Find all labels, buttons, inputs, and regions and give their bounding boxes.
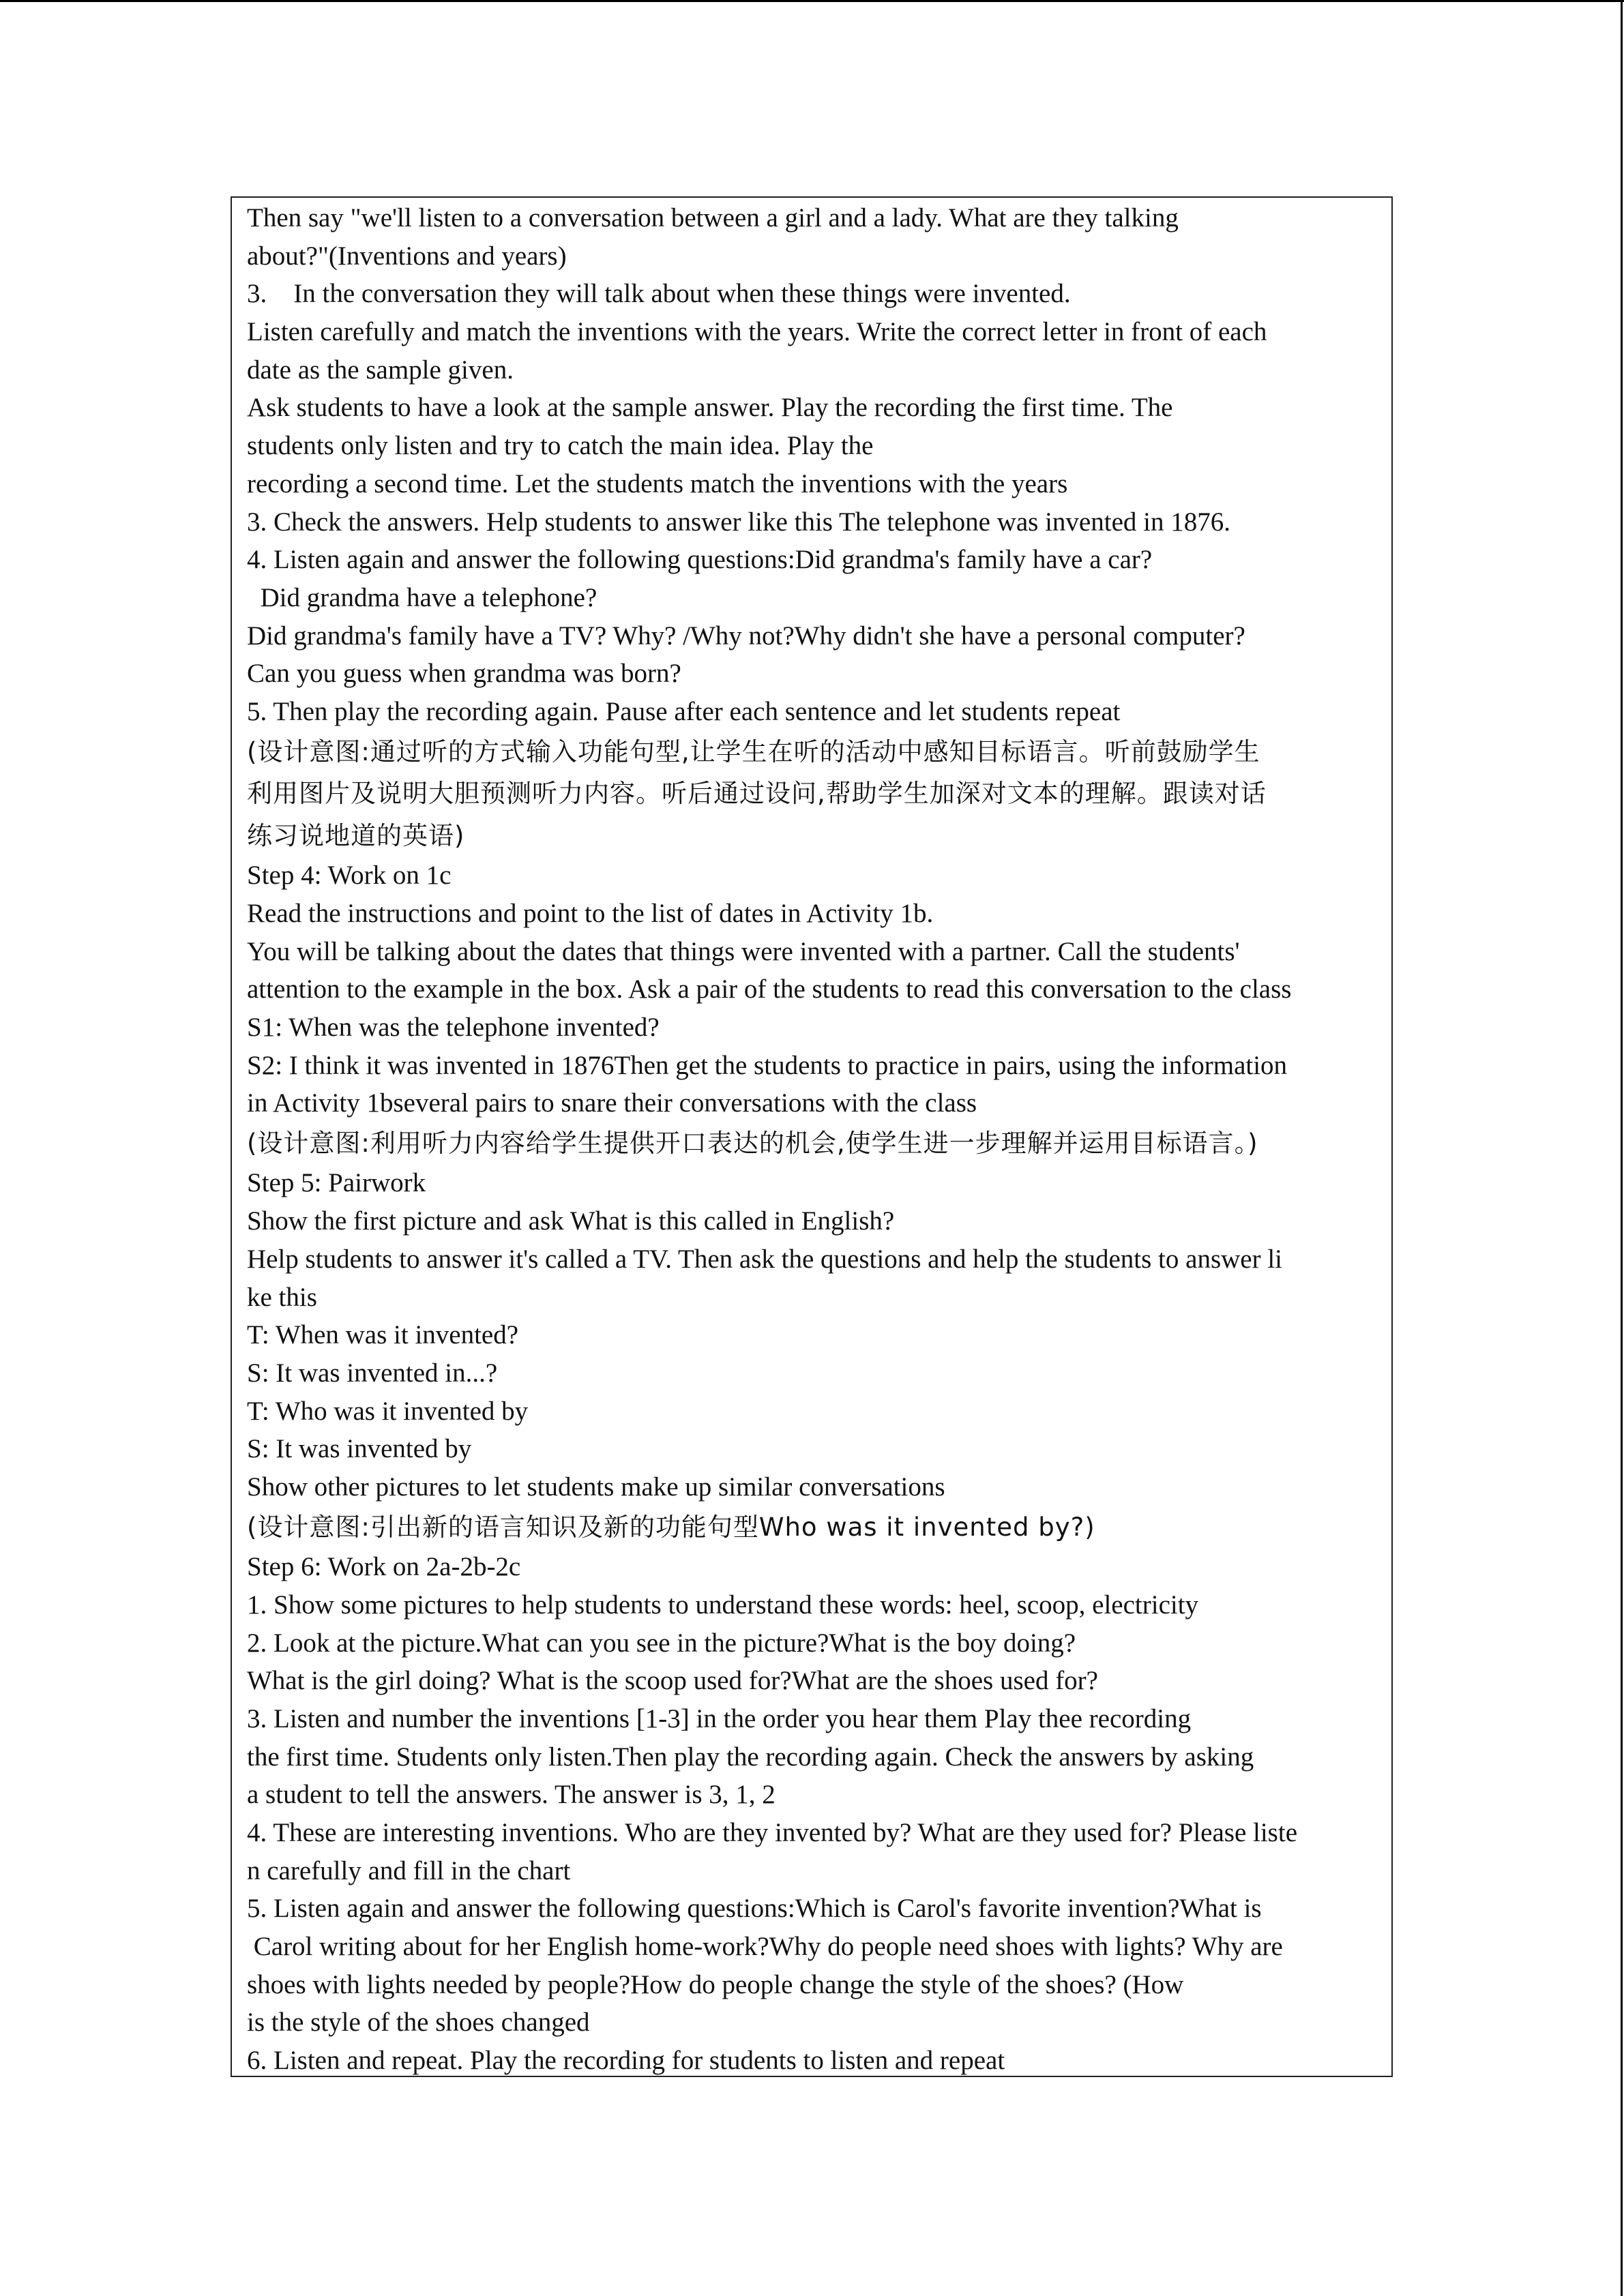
text-line: about?"(Inventions and years) bbox=[247, 241, 567, 271]
text-line: the first time. Students only listen.Then play the recording again. Check the answers by asking bbox=[247, 1742, 1254, 1772]
text-line: 3. In the conversation they will talk about when these things were invented. bbox=[247, 279, 1071, 309]
text-line: attention to the example in the box. Ask a pair of the students to read this conversation to the class bbox=[247, 974, 1292, 1004]
text-line: Show other pictures to let students make up similar conversations bbox=[247, 1472, 945, 1502]
text-line: 4. Listen again and answer the following questions:Did grandma's family have a car? bbox=[247, 545, 1153, 575]
text-line: Then say "we'll listen to a conversation between a girl and a lady. What are they talking bbox=[247, 203, 1179, 233]
text-line: 5. Then play the recording again. Pause after each sentence and let students repeat bbox=[247, 696, 1121, 726]
text-line: 3. Check the answers. Help students to answer like this The telephone was invented in 1876. bbox=[247, 507, 1230, 537]
step-heading: Step 5: Pairwork bbox=[247, 1168, 426, 1198]
text-line: a student to tell the answers. The answer is 3, 1, 2 bbox=[247, 1780, 776, 1810]
text-line: T: When was it invented? bbox=[247, 1320, 519, 1350]
design-intent-note: (设计意图:通过听的方式输入功能句型,让学生在听的活动中感知目标语言。听前鼓励学生 bbox=[247, 736, 1260, 766]
text-line: 4. These are interesting inventions. Who are they invented by? What are they used for? Please liste bbox=[247, 1817, 1298, 1847]
text-line: 2. Look at the picture.What can you see in the picture?What is the boy doing? bbox=[247, 1628, 1076, 1658]
text-line: Did grandma have a telephone? bbox=[247, 582, 597, 612]
text-line: Show the first picture and ask What is this called in English? bbox=[247, 1206, 895, 1236]
step-heading: Step 4: Work on 1c bbox=[247, 861, 452, 891]
page-right-edge bbox=[1621, 0, 1623, 2296]
text-line: date as the sample given. bbox=[247, 355, 514, 385]
text-line: 1. Show some pictures to help students to understand these words: heel, scoop, electricity bbox=[247, 1590, 1199, 1620]
text-line: in Activity 1bseveral pairs to snare their conversations with the class bbox=[247, 1088, 977, 1118]
text-line: 5. Listen again and answer the following questions:Which is Carol's favorite invention?What is bbox=[247, 1894, 1262, 1924]
text-line: students only listen and try to catch the main idea. Play the bbox=[247, 431, 874, 461]
text-line: shoes with lights needed by people?How do people change the style of the shoes? (How bbox=[247, 1969, 1184, 1999]
text-line: You will be talking about the dates that things were invented with a partner. Call the students' bbox=[247, 936, 1240, 966]
text-line: 3. Listen and number the inventions [1-3] in the order you hear them Play thee recording bbox=[247, 1703, 1192, 1733]
text-line: Listen carefully and match the inventions with the years. Write the correct letter in front of each bbox=[247, 317, 1267, 347]
text-line: What is the girl doing? What is the scoop used for?What are the shoes used for? bbox=[247, 1666, 1098, 1696]
text-line: Ask students to have a look at the sample answer. Play the recording the first time. The bbox=[247, 393, 1173, 423]
design-intent-note: 利用图片及说明大胆预测听力内容。听后通过设问,帮助学生加深对文本的理解。跟读对话 bbox=[247, 779, 1267, 809]
text-line: Can you guess when grandma was born? bbox=[247, 659, 681, 689]
text-line: recording a second time. Let the students match the inventions with the years bbox=[247, 468, 1068, 498]
text-line: ke this bbox=[247, 1282, 317, 1312]
design-intent-note: (设计意图:引出新的语言知识及新的功能句型Who was it invented by?) bbox=[247, 1512, 1095, 1542]
text-line: is the style of the shoes changed bbox=[247, 2008, 590, 2038]
page-top-edge bbox=[0, 0, 1624, 2]
text-line: S1: When was the telephone invented? bbox=[247, 1012, 660, 1042]
design-intent-note: 练习说地道的英语) bbox=[247, 820, 465, 850]
text-line: Help students to answer it's called a TV. Then ask the questions and help the students to answer li bbox=[247, 1244, 1283, 1274]
text-line: Did grandma's family have a TV? Why? /Why not?Why didn't she have a personal computer? bbox=[247, 621, 1245, 651]
text-line: 6. Listen and repeat. Play the recording for students to listen and repeat bbox=[247, 2046, 1005, 2076]
text-line: S: It was invented in...? bbox=[247, 1358, 498, 1388]
lesson-plan-table-cell bbox=[231, 196, 1393, 2077]
design-intent-note: (设计意图:利用听力内容给学生提供开口表达的机会,使学生进一步理解并运用目标语言。) bbox=[247, 1128, 1258, 1158]
text-line: S2: I think it was invented in 1876Then get the students to practice in pairs, using the information bbox=[247, 1050, 1288, 1080]
text-line: Read the instructions and point to the list of dates in Activity 1b. bbox=[247, 898, 934, 928]
text-line: n carefully and fill in the chart bbox=[247, 1855, 571, 1885]
step-heading: Step 6: Work on 2a-2b-2c bbox=[247, 1552, 521, 1582]
text-line: Carol writing about for her English home-work?Why do people need shoes with lights? Why are bbox=[247, 1932, 1283, 1961]
text-line: S: It was invented by bbox=[247, 1434, 472, 1464]
text-line: T: Who was it invented by bbox=[247, 1396, 529, 1426]
